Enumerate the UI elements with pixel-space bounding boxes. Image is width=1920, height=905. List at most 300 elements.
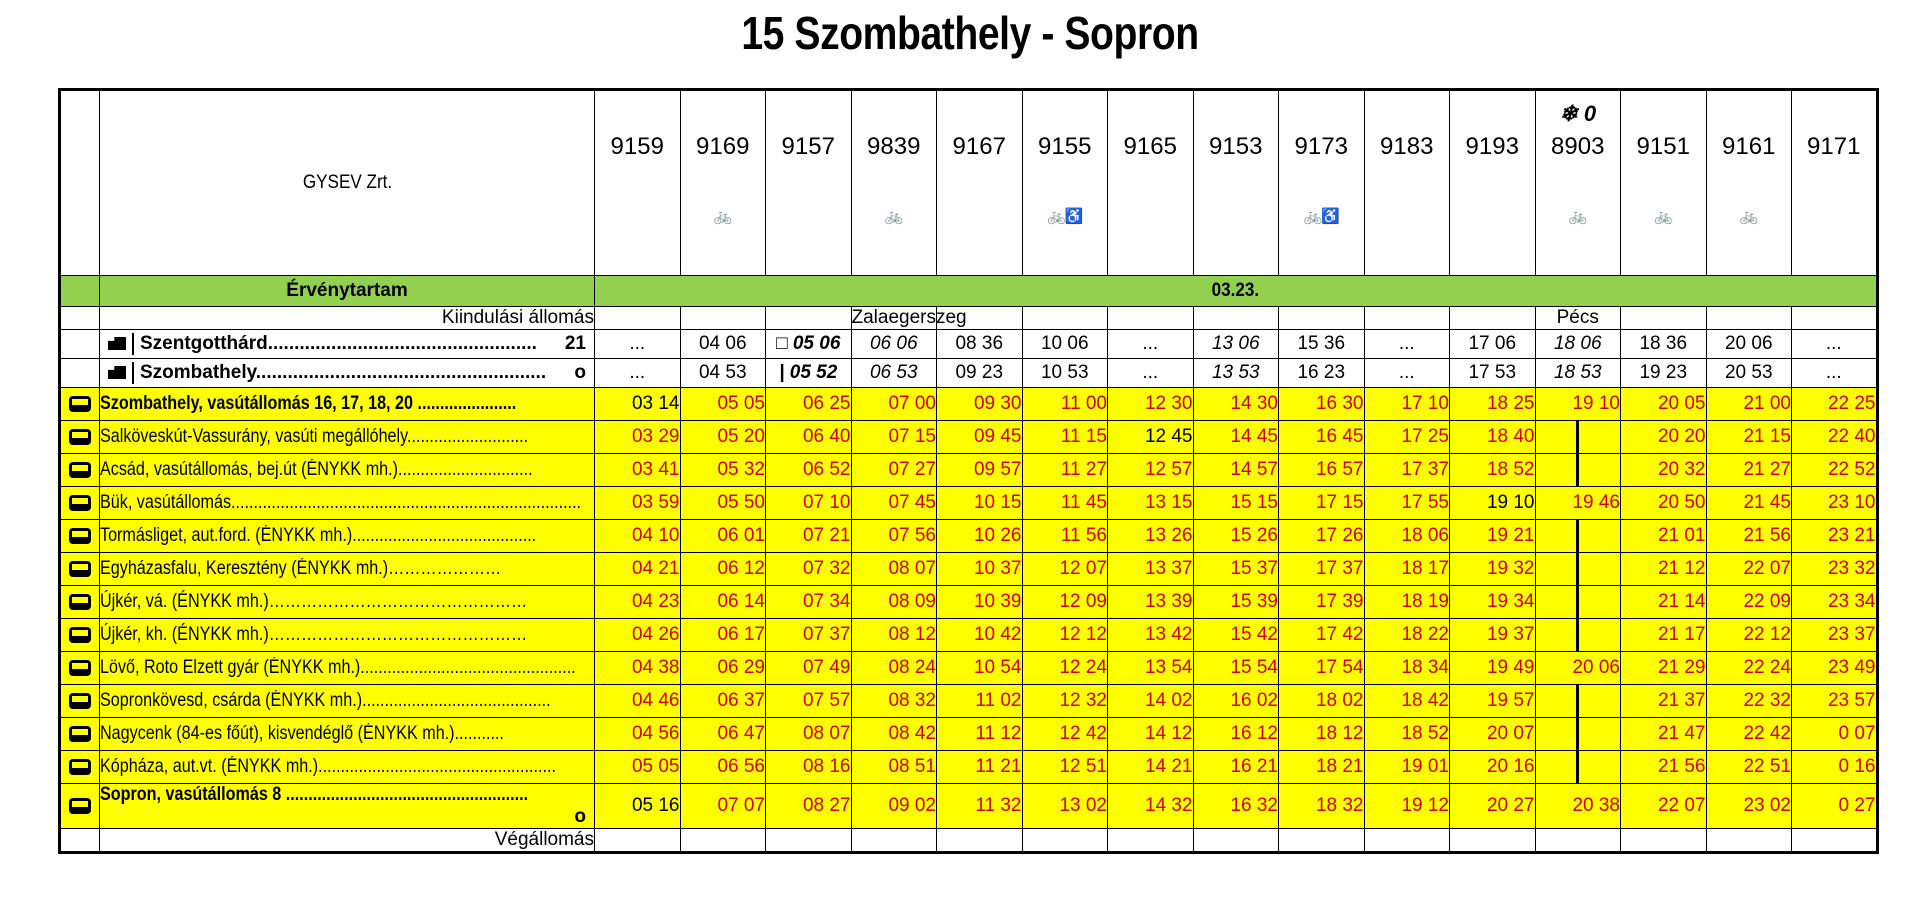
stop-name xyxy=(100,685,595,718)
stop-time: 16 02 xyxy=(1193,685,1279,718)
stop-name xyxy=(100,421,595,454)
origin-note: Pécs xyxy=(1535,307,1621,330)
stop-time: 08 16 xyxy=(766,751,852,784)
terminus-label: Végállomás xyxy=(100,829,595,853)
stop-time: 21 29 xyxy=(1621,652,1707,685)
stop-name xyxy=(100,520,595,553)
stop-time: 15 37 xyxy=(1193,553,1279,586)
operator-name: GYSEV Zrt. xyxy=(124,90,570,276)
stop-time: 14 21 xyxy=(1108,751,1194,784)
stop-time: 17 42 xyxy=(1279,619,1365,652)
bus-icon-cell xyxy=(60,619,100,652)
passing-bar xyxy=(1576,718,1579,750)
stop-time: 17 26 xyxy=(1279,520,1365,553)
stop-time: 16 32 xyxy=(1193,784,1279,829)
stop-time: 17 39 xyxy=(1279,586,1365,619)
stop-time: 06 56 xyxy=(680,751,766,784)
train-header-9157 xyxy=(766,90,852,276)
stop-time: 20 07 xyxy=(1450,718,1536,751)
stop-time: 03 14 xyxy=(595,388,681,421)
stop-time: 19 10 xyxy=(1535,388,1621,421)
bus-icon xyxy=(69,528,91,544)
feeder-time: ... xyxy=(595,330,681,359)
stop-time: 06 37 xyxy=(680,685,766,718)
feeder-row xyxy=(60,359,1878,388)
stop-row xyxy=(60,454,1878,487)
feeder-time: ... xyxy=(1108,330,1194,359)
stop-time: 05 32 xyxy=(680,454,766,487)
stop-row xyxy=(60,619,1878,652)
stop-time: 21 45 xyxy=(1706,487,1792,520)
train-header-9153 xyxy=(1193,90,1279,276)
bus-icon-cell xyxy=(60,718,100,751)
stop-name-text: Bük, vasútállomás.............................................................................. xyxy=(100,492,582,513)
stop-row xyxy=(60,685,1878,718)
stop-time: 13 39 xyxy=(1108,586,1194,619)
stop-time: 21 47 xyxy=(1621,718,1707,751)
stop-time: 04 23 xyxy=(595,586,681,619)
stop-time: 18 02 xyxy=(1279,685,1365,718)
train-number-header-row xyxy=(60,90,1878,276)
stop-time: 05 20 xyxy=(680,421,766,454)
stop-time: 08 32 xyxy=(851,685,937,718)
stop-time: 23 02 xyxy=(1706,784,1792,829)
stop-row xyxy=(60,421,1878,454)
bus-icon-cell xyxy=(60,454,100,487)
stop-time: 19 46 xyxy=(1535,487,1621,520)
stop-time: 18 19 xyxy=(1364,586,1450,619)
stop-time: 14 02 xyxy=(1108,685,1194,718)
stop-time: 0 16 xyxy=(1792,751,1878,784)
terminus-cell xyxy=(595,829,681,853)
stop-time: 19 57 xyxy=(1450,685,1536,718)
stop-time: 03 41 xyxy=(595,454,681,487)
stop-time: 05 05 xyxy=(595,751,681,784)
stop-name xyxy=(100,619,595,652)
feeder-time: 08 36 xyxy=(937,330,1023,359)
train-number: 9157 xyxy=(781,133,835,160)
stop-time: 15 39 xyxy=(1193,586,1279,619)
stop-time: 21 56 xyxy=(1706,520,1792,553)
stop-time: 05 50 xyxy=(680,487,766,520)
stop-time: 07 27 xyxy=(851,454,937,487)
passing-bar xyxy=(1576,619,1579,651)
terminus-cell xyxy=(1706,829,1792,853)
stop-time: 11 56 xyxy=(1022,520,1108,553)
feeder-time: 10 06 xyxy=(1022,330,1108,359)
stop-time: 13 26 xyxy=(1108,520,1194,553)
feeder-time: 04 06 xyxy=(680,330,766,359)
train-header-9839 xyxy=(851,90,937,276)
feeder-row xyxy=(60,330,1878,359)
stop-row xyxy=(60,652,1878,685)
origin-note xyxy=(1792,307,1878,330)
stop-time: 12 42 xyxy=(1022,718,1108,751)
stop-row xyxy=(60,487,1878,520)
origin-note xyxy=(1450,307,1536,330)
bus-icon xyxy=(69,429,91,445)
origin-note xyxy=(680,307,766,330)
stop-time: 17 37 xyxy=(1364,454,1450,487)
stop-time: 19 37 xyxy=(1450,619,1536,652)
train-number: 9153 xyxy=(1209,133,1263,160)
stop-time: 08 24 xyxy=(851,652,937,685)
stop-time: 12 24 xyxy=(1022,652,1108,685)
stop-time: 12 07 xyxy=(1022,553,1108,586)
stop-time: 11 15 xyxy=(1022,421,1108,454)
stop-time: 04 38 xyxy=(595,652,681,685)
train-number: 9839 xyxy=(867,133,921,160)
stop-time: 09 45 xyxy=(937,421,1023,454)
terminus-cell xyxy=(1279,829,1365,853)
stop-time: 04 56 xyxy=(595,718,681,751)
stop-name xyxy=(100,784,595,829)
terminus-cell xyxy=(1108,829,1194,853)
bus-icon xyxy=(69,561,91,577)
stop-time: 17 54 xyxy=(1279,652,1365,685)
feeder-time: 20 06 xyxy=(1706,330,1792,359)
bicycle-icon: 🚲 xyxy=(1568,208,1587,225)
stop-time: 22 40 xyxy=(1792,421,1878,454)
passing-bar xyxy=(1576,751,1579,783)
feeder-time: ... xyxy=(1792,359,1878,388)
train-header-9193 xyxy=(1450,90,1536,276)
terminus-cell xyxy=(1193,829,1279,853)
passing-bar xyxy=(1576,454,1579,486)
stop-time: 20 05 xyxy=(1621,388,1707,421)
stop-time: 18 52 xyxy=(1450,454,1536,487)
feeder-time: 15 36 xyxy=(1279,330,1365,359)
feeder-time: ... xyxy=(1364,330,1450,359)
bus-icon xyxy=(69,660,91,676)
stop-time: 18 21 xyxy=(1279,751,1365,784)
stop-time: 04 46 xyxy=(595,685,681,718)
feeder-icon-cell xyxy=(60,359,100,388)
stop-time: 07 45 xyxy=(851,487,937,520)
bus-icon xyxy=(69,462,91,478)
stop-time: 18 42 xyxy=(1364,685,1450,718)
passing-mark xyxy=(1535,619,1621,652)
stop-time: 13 02 xyxy=(1022,784,1108,829)
stop-time: 11 12 xyxy=(937,718,1023,751)
stop-time: 20 27 xyxy=(1450,784,1536,829)
terminus-cell xyxy=(1621,829,1707,853)
stop-time: 15 26 xyxy=(1193,520,1279,553)
stop-time: 18 52 xyxy=(1364,718,1450,751)
train-header-9173 xyxy=(1279,90,1365,276)
bus-icon xyxy=(69,594,91,610)
stop-time: 13 54 xyxy=(1108,652,1194,685)
frost-icon: ❄ 0 xyxy=(1559,101,1597,126)
train-header-9161 xyxy=(1706,90,1792,276)
terminus-cell xyxy=(1450,829,1536,853)
bus-icon-cell xyxy=(60,652,100,685)
stop-time: 07 15 xyxy=(851,421,937,454)
stop-time: 10 39 xyxy=(937,586,1023,619)
stop-time: 19 32 xyxy=(1450,553,1536,586)
stop-time: 23 37 xyxy=(1792,619,1878,652)
stop-time: 21 56 xyxy=(1621,751,1707,784)
stop-name xyxy=(100,388,595,421)
stop-time: 06 14 xyxy=(680,586,766,619)
stop-time: 05 16 xyxy=(595,784,681,829)
stop-time: 18 12 xyxy=(1279,718,1365,751)
stop-time: 07 37 xyxy=(766,619,852,652)
stop-time: 09 57 xyxy=(937,454,1023,487)
stop-time: 14 57 xyxy=(1193,454,1279,487)
stop-time: 08 07 xyxy=(851,553,937,586)
stop-row xyxy=(60,718,1878,751)
bus-icon-cell xyxy=(60,784,100,829)
passing-mark xyxy=(1535,553,1621,586)
stop-time: 11 21 xyxy=(937,751,1023,784)
stop-time: 06 40 xyxy=(766,421,852,454)
bus-icon xyxy=(69,759,91,775)
passing-mark xyxy=(1535,421,1621,454)
bus-icon xyxy=(69,495,91,511)
validity-label: Érvénytartam xyxy=(100,276,595,307)
feeder-time: 10 53 xyxy=(1022,359,1108,388)
origin-note xyxy=(1621,307,1707,330)
terminus-cell xyxy=(1535,829,1621,853)
stop-time: 08 51 xyxy=(851,751,937,784)
terminus-cell xyxy=(1792,829,1878,853)
feeder-time: ... xyxy=(1364,359,1450,388)
stop-time: 06 29 xyxy=(680,652,766,685)
feeder-station-name: Szentgotthárd................................................... xyxy=(132,333,537,355)
terminus-cell xyxy=(1022,829,1108,853)
train-header-9159 xyxy=(595,90,681,276)
stop-row xyxy=(60,784,1878,829)
stop-time: 12 12 xyxy=(1022,619,1108,652)
stop-time: 21 12 xyxy=(1621,553,1707,586)
stop-time: 08 27 xyxy=(766,784,852,829)
stop-time: 04 10 xyxy=(595,520,681,553)
stop-time: 10 26 xyxy=(937,520,1023,553)
stop-name-text: Lövő, Roto Elzett gyár (ÉNYKK mh.)................................................ xyxy=(100,657,576,678)
stop-time: 16 45 xyxy=(1279,421,1365,454)
train-header-9171 xyxy=(1792,90,1878,276)
stop-time: 07 21 xyxy=(766,520,852,553)
stop-time: 0 07 xyxy=(1792,718,1878,751)
stop-time: 08 09 xyxy=(851,586,937,619)
stop-time: 20 38 xyxy=(1535,784,1621,829)
stop-name-text: Szombathely, vasútállomás 16, 17, 18, 20 ...................... xyxy=(100,393,517,414)
stop-time: 22 42 xyxy=(1706,718,1792,751)
train-number: 9159 xyxy=(610,133,664,160)
feeder-icon-cell xyxy=(60,330,100,359)
header-icon-cell xyxy=(60,90,100,276)
stop-name xyxy=(100,751,595,784)
stop-time: 22 25 xyxy=(1792,388,1878,421)
stop-name-text: Egyházasfalu, Keresztény (ÉNYKK mh.)………………… xyxy=(100,558,502,579)
feeder-time: □ 05 06 xyxy=(766,330,852,359)
stop-time: 22 09 xyxy=(1706,586,1792,619)
train-header-8903 xyxy=(1535,90,1621,276)
passing-bar xyxy=(1576,685,1579,717)
validity-date: 03.23. xyxy=(1211,280,1260,301)
bus-icon xyxy=(69,693,91,709)
train-number: 8903 xyxy=(1551,133,1605,160)
terminus-mark: o xyxy=(574,806,586,827)
passing-mark xyxy=(1535,454,1621,487)
origin-note xyxy=(766,307,852,330)
stop-time: 21 15 xyxy=(1706,421,1792,454)
bus-icon-cell xyxy=(60,751,100,784)
feeder-time: ... xyxy=(595,359,681,388)
stop-time: 22 12 xyxy=(1706,619,1792,652)
bicycle-icon: 🚲 xyxy=(884,208,903,225)
stop-time: 21 01 xyxy=(1621,520,1707,553)
stop-name-text: Újkér, kh. (ÉNYKK mh.)………………………………………… xyxy=(100,624,528,645)
stop-time: 08 12 xyxy=(851,619,937,652)
passing-mark xyxy=(1535,718,1621,751)
stop-time: 04 26 xyxy=(595,619,681,652)
stop-name xyxy=(100,586,595,619)
stop-time: 16 21 xyxy=(1193,751,1279,784)
stop-time: 11 02 xyxy=(937,685,1023,718)
stop-time: 05 05 xyxy=(680,388,766,421)
origin-note xyxy=(1022,307,1108,330)
feeder-time: 06 06 xyxy=(851,330,937,359)
train-header-9155 xyxy=(1022,90,1108,276)
stop-time: 04 21 xyxy=(595,553,681,586)
stop-time: 14 32 xyxy=(1108,784,1194,829)
stop-time: 15 15 xyxy=(1193,487,1279,520)
terminus-cell xyxy=(766,829,852,853)
feeder-time: 16 23 xyxy=(1279,359,1365,388)
stop-time: 21 14 xyxy=(1621,586,1707,619)
stop-time: 14 30 xyxy=(1193,388,1279,421)
train-icon xyxy=(108,337,126,350)
feeder-time: 18 53 xyxy=(1535,359,1621,388)
stop-time: 08 42 xyxy=(851,718,937,751)
stop-time: 19 12 xyxy=(1364,784,1450,829)
terminus-row xyxy=(60,829,1878,853)
stop-time: 0 27 xyxy=(1792,784,1878,829)
stop-time: 12 57 xyxy=(1108,454,1194,487)
train-number: 9169 xyxy=(696,133,750,160)
stop-name xyxy=(100,454,595,487)
origin-note: Zalaegerszeg xyxy=(851,307,967,328)
stop-time: 10 15 xyxy=(937,487,1023,520)
stop-time: 22 07 xyxy=(1621,784,1707,829)
stop-time: 06 52 xyxy=(766,454,852,487)
stop-time: 03 29 xyxy=(595,421,681,454)
stop-time: 07 10 xyxy=(766,487,852,520)
stop-time: 22 32 xyxy=(1706,685,1792,718)
stop-time: 12 32 xyxy=(1022,685,1108,718)
bus-icon-cell xyxy=(60,388,100,421)
bicycle-icon: 🚲♿ xyxy=(1047,208,1083,225)
origin-note xyxy=(595,307,681,330)
validity-row xyxy=(60,276,1878,307)
stop-name xyxy=(100,487,595,520)
bicycle-icon: 🚲 xyxy=(1739,208,1758,225)
stop-time: 15 54 xyxy=(1193,652,1279,685)
stop-time: 18 32 xyxy=(1279,784,1365,829)
stop-time: 18 40 xyxy=(1450,421,1536,454)
stop-name xyxy=(100,553,595,586)
passing-bar xyxy=(1576,520,1579,552)
stop-name-text: Nagycenk (84-es főút), kisvendéglő (ÉNYKK mh.)........... xyxy=(100,723,504,744)
feeder-time: 09 23 xyxy=(937,359,1023,388)
stop-time: 08 07 xyxy=(766,718,852,751)
stop-time: 07 57 xyxy=(766,685,852,718)
feeder-station xyxy=(100,330,595,359)
stop-time: 19 10 xyxy=(1450,487,1536,520)
stop-time: 06 12 xyxy=(680,553,766,586)
bus-icon-cell xyxy=(60,487,100,520)
stop-time: 23 57 xyxy=(1792,685,1878,718)
passing-mark xyxy=(1535,751,1621,784)
stop-time: 23 10 xyxy=(1792,487,1878,520)
feeder-time: 18 36 xyxy=(1621,330,1707,359)
stop-time: 10 42 xyxy=(937,619,1023,652)
stop-time: 11 32 xyxy=(937,784,1023,829)
feeder-time: 13 53 xyxy=(1193,359,1279,388)
train-icon xyxy=(108,366,126,379)
train-header-9165 xyxy=(1108,90,1194,276)
stop-time: 14 45 xyxy=(1193,421,1279,454)
origin-note xyxy=(1193,307,1279,330)
stop-time: 11 00 xyxy=(1022,388,1108,421)
stop-time: 20 50 xyxy=(1621,487,1707,520)
stop-time: 12 45 xyxy=(1108,421,1194,454)
stop-name xyxy=(100,652,595,685)
stop-name-text: Kópháza, aut.vt. (ÉNYKK mh.)..................................................... xyxy=(100,756,556,777)
train-number: 9183 xyxy=(1380,133,1434,160)
stop-time: 12 51 xyxy=(1022,751,1108,784)
passing-bar xyxy=(1576,553,1579,585)
stop-time: 16 57 xyxy=(1279,454,1365,487)
stop-time: 11 27 xyxy=(1022,454,1108,487)
bicycle-icon: 🚲 xyxy=(1654,208,1673,225)
stop-time: 07 32 xyxy=(766,553,852,586)
passing-mark xyxy=(1535,520,1621,553)
passing-mark xyxy=(1535,586,1621,619)
train-number: 9173 xyxy=(1294,133,1348,160)
stop-time: 13 37 xyxy=(1108,553,1194,586)
feeder-time: 13 06 xyxy=(1193,330,1279,359)
stop-name-text: Sopron, vasútállomás 8 ...................................................... xyxy=(100,784,529,805)
stop-name-text: Acsád, vasútállomás, bej.út (ÉNYKK mh.).............................. xyxy=(100,459,533,480)
feeder-station-name: Szombathely....................................................... xyxy=(132,362,546,384)
feeder-time: 17 06 xyxy=(1450,330,1536,359)
terminus-cell xyxy=(937,829,1023,853)
stop-time: 15 42 xyxy=(1193,619,1279,652)
stop-time: 06 17 xyxy=(680,619,766,652)
stop-time: 19 01 xyxy=(1364,751,1450,784)
validity-icon-cell xyxy=(60,276,100,307)
bus-icon xyxy=(69,726,91,742)
stop-name-text: Tormásliget, aut.ford. (ÉNYKK mh.)......................................... xyxy=(100,525,537,546)
stop-time: 07 34 xyxy=(766,586,852,619)
feeder-time: 18 06 xyxy=(1535,330,1621,359)
feeder-time: | 05 52 xyxy=(766,359,852,388)
stop-time: 18 22 xyxy=(1364,619,1450,652)
stop-time: 20 32 xyxy=(1621,454,1707,487)
stop-time: 18 06 xyxy=(1364,520,1450,553)
bus-icon-cell xyxy=(60,520,100,553)
stop-time: 22 51 xyxy=(1706,751,1792,784)
stop-time: 17 37 xyxy=(1279,553,1365,586)
terminus-cell xyxy=(680,829,766,853)
feeder-time: 17 53 xyxy=(1450,359,1536,388)
terminus-cell xyxy=(1364,829,1450,853)
train-number: 9167 xyxy=(952,133,1006,160)
stop-time: 10 37 xyxy=(937,553,1023,586)
